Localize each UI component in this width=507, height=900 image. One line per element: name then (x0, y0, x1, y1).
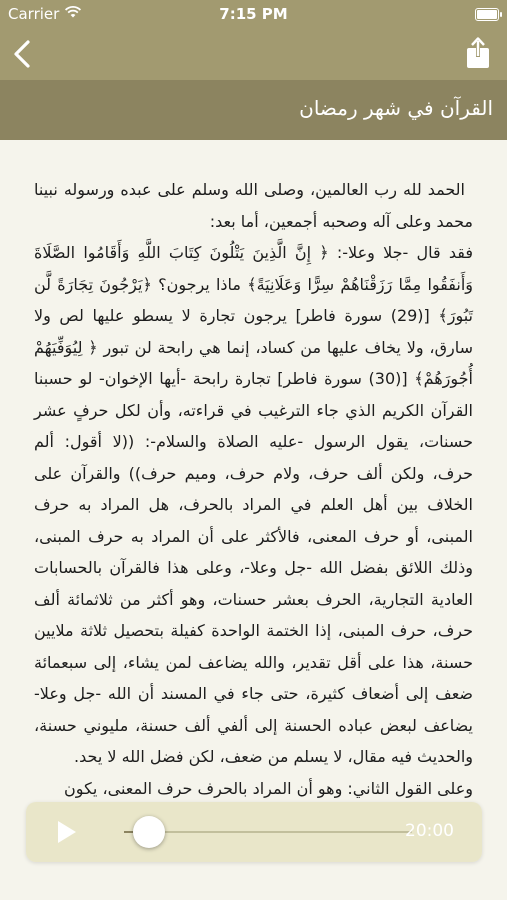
chevron-left-icon (8, 36, 42, 72)
share-icon (463, 36, 493, 72)
navigation-bar (0, 28, 507, 80)
article-title: القرآن في شهر رمضان (299, 96, 493, 120)
audio-duration: 20:00 (405, 821, 454, 841)
play-icon (56, 819, 78, 845)
carrier-label: Carrier (8, 5, 60, 23)
article-paragraph: فقد قال -جلا وعلا-: ﴿ إِنَّ الَّذِينَ يَتْلُونَ كِتَابَ اللَّهِ وَأَقَامُوا الصَّلَاةَ وَأَنفَقُوا مِمَّا رَزَقْنَاهُمْ سِرًّا وَعَلَانِيَةً﴾ ماذا يرجون؟ ﴿يَرْجُونَ تِجَارَةً لَّن تَبُورَ﴾ [(29) سورة فاطر] يرجون تجارة لا يسطو عليها لص ولا سارق، ولا يخاف عليها من كساد، إنما هي رابحة لن تبور ﴿ لِيُوَفِّيَهُمْ أُجُورَهُمْ﴾ [(30) سورة فاطر] تجارة رابحة -أيها الإخوان- لو حسبنا القرآن الكريم الذي جاء الترغيب في قراءته، وأن لكل حرفٍ عشر حسنات، يقول الرسول -عليه الصلاة والسلام-: ((لا أقول: ألم حرف، ولكن ألف حرف، ولام حرف، وميم حرف)) والقرآن على الخلاف بين أهل العلم في المراد بالحرف، هل المراد به حرف المبنى، أو حرف المعنى، فالأكثر على أن المراد به حرف المبنى، وذلك اللائق بفضل الله -جل وعلا-، وعلى هذا فالقرآن بالحسابات العادية التجارية، الحرف بعشر حسنات، وهو أكثر من ثلاثمائة ألف حرف، حرف المبنى، إذا الختمة الواحدة كفيلة بتحصيل ثلاثة ملايين حسنة، هذا على أقل تقدير، والله يضاعف لمن يشاء، إلى سبعمائة ضعف إلى أضعاف كثيرة، حتى جاء في المسند أن الله -جل وعلا- يضاعف لبعض عباده الحسنة إلى ألفي ألف حسنة، مليوني حسنة، والحديث فيه مقال، لا يسلم من ضعف، لكن فضل الله لا يحد. (34, 243, 473, 766)
audio-scrubber-thumb[interactable] (133, 816, 165, 848)
back-button[interactable] (8, 36, 42, 72)
audio-progress-track[interactable] (124, 831, 412, 833)
article-paragraph: الحمد لله رب العالمين، وصلى الله وسلم على عبده ورسوله نبينا محمد وعلى آله وصحبه أجمعين، أما بعد: (34, 180, 473, 231)
audio-player (26, 802, 482, 862)
article-content[interactable] (0, 140, 507, 900)
battery-icon (475, 8, 499, 21)
play-button[interactable] (56, 819, 78, 845)
article-paragraph: وعلى القول الثاني: وهو أن المراد بالحرف حرف المعنى، يكون (64, 778, 473, 798)
status-bar (0, 0, 507, 28)
status-time: 7:15 PM (219, 5, 288, 23)
article-body (34, 174, 473, 804)
audio-progress-fill (124, 831, 133, 833)
share-button[interactable] (463, 36, 493, 72)
article-title-bar (0, 80, 507, 140)
